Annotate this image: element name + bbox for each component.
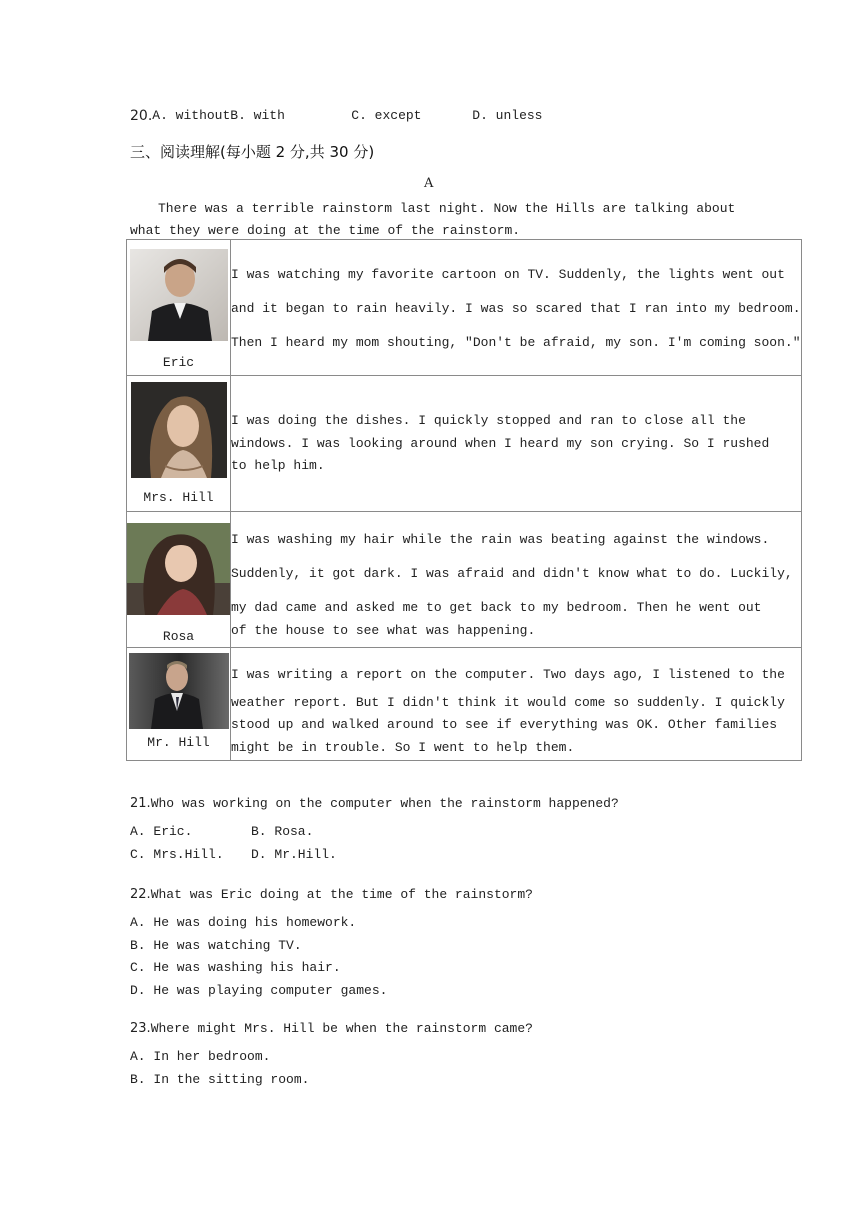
person-name: Eric bbox=[162, 355, 195, 370]
statement-line: Suddenly, it got dark. I was afraid and didn't know what to do. Luckily, bbox=[231, 566, 793, 581]
statement-line: Then I heard my mom shouting, "Don't be afraid, my son. I'm coming soon." bbox=[231, 335, 801, 350]
statement-line: my dad came and asked me to get back to my bedroom. Then he went out bbox=[231, 600, 762, 615]
question-20 bbox=[130, 108, 542, 124]
statement-cell bbox=[231, 240, 802, 376]
people-table bbox=[126, 239, 802, 761]
option-c: C. except bbox=[351, 108, 422, 123]
statement-cell bbox=[231, 512, 802, 648]
table-row bbox=[127, 648, 802, 761]
statement-line: to help him. bbox=[231, 458, 325, 473]
statement-line: and it began to rain heavily. I was so scared that I ran into my bedroom. bbox=[231, 301, 801, 316]
photo-cell bbox=[127, 376, 231, 512]
question-text-row bbox=[130, 1021, 533, 1036]
option-a: A. He was doing his homework. bbox=[130, 915, 357, 930]
option-c: C. Mrs.Hill. bbox=[130, 846, 224, 862]
question-number: 22. bbox=[130, 887, 151, 902]
question-23 bbox=[130, 1021, 533, 1091]
rosa-photo bbox=[127, 523, 230, 615]
option-d: D. unless bbox=[472, 108, 543, 123]
photo-cell bbox=[127, 240, 231, 376]
statement-cell bbox=[231, 648, 802, 761]
question-number: 20. bbox=[130, 108, 153, 124]
options bbox=[130, 912, 533, 1002]
eric-photo bbox=[130, 249, 228, 341]
photo-cell bbox=[127, 512, 231, 648]
question-text: Where might Mrs. Hill be when the rainstorm came? bbox=[150, 1021, 533, 1036]
passage-intro: There was a terrible rainstorm last night. Now the Hills are talking about what they were doing at the time of the rainstorm. bbox=[130, 201, 736, 238]
table-row bbox=[127, 512, 802, 648]
question-22 bbox=[130, 887, 533, 1002]
option-b: B. Rosa. bbox=[251, 824, 314, 839]
question-number: 23. bbox=[130, 1021, 151, 1036]
options bbox=[130, 821, 619, 866]
option-b: B. with bbox=[230, 108, 285, 123]
statement-line: might be in trouble. So I went to help them. bbox=[231, 740, 575, 755]
statement-line: I was doing the dishes. I quickly stopped and ran to close all the bbox=[231, 413, 746, 428]
option-d: D. Mr.Hill. bbox=[251, 846, 337, 862]
option-b: B. He was watching TV. bbox=[130, 937, 302, 953]
option-a: A. without bbox=[152, 108, 231, 123]
person-name: Rosa bbox=[162, 629, 195, 644]
person-name: Mrs. Hill bbox=[143, 490, 214, 505]
photo-cell bbox=[127, 648, 231, 761]
statement-line: I was writing a report on the computer. Two days ago, I listened to the bbox=[231, 667, 785, 682]
section-title: 三、阅读理解(每小题 2 分,共 30 分) bbox=[130, 143, 375, 161]
mrs-hill-photo bbox=[131, 382, 227, 478]
option-d: D. He was playing computer games. bbox=[130, 982, 388, 998]
question-text-row bbox=[130, 887, 533, 902]
statement-cell bbox=[231, 376, 802, 512]
options bbox=[130, 1046, 533, 1091]
statement-line: stood up and walked around to see if everything was OK. Other families bbox=[231, 717, 778, 732]
question-text: Who was working on the computer when the rainstorm happened? bbox=[150, 796, 619, 811]
question-21 bbox=[130, 796, 619, 866]
question-number: 21. bbox=[130, 796, 151, 811]
statement-line: weather report. But I didn't think it would come so suddenly. I quickly bbox=[231, 695, 785, 710]
statement-line: of the house to see what was happening. bbox=[231, 623, 536, 638]
statement-line: I was washing my hair while the rain was beating against the windows. bbox=[231, 532, 770, 547]
mr-hill-photo bbox=[129, 653, 229, 729]
table-row bbox=[127, 240, 802, 376]
option-c: C. He was washing his hair. bbox=[130, 960, 341, 975]
passage-letter: A bbox=[424, 176, 434, 191]
question-text: What was Eric doing at the time of the rainstorm? bbox=[150, 887, 533, 902]
table-row bbox=[127, 376, 802, 512]
statement-line: I was watching my favorite cartoon on TV. Suddenly, the lights went out bbox=[231, 267, 785, 282]
person-name: Mr. Hill bbox=[147, 735, 210, 750]
question-text-row bbox=[130, 796, 619, 811]
option-a: A. In her bedroom. bbox=[130, 1049, 271, 1064]
option-b: B. In the sitting room. bbox=[130, 1071, 310, 1087]
option-a: A. Eric. bbox=[130, 824, 193, 839]
statement-line: windows. I was looking around when I heard my son crying. So I rushed bbox=[231, 435, 770, 451]
